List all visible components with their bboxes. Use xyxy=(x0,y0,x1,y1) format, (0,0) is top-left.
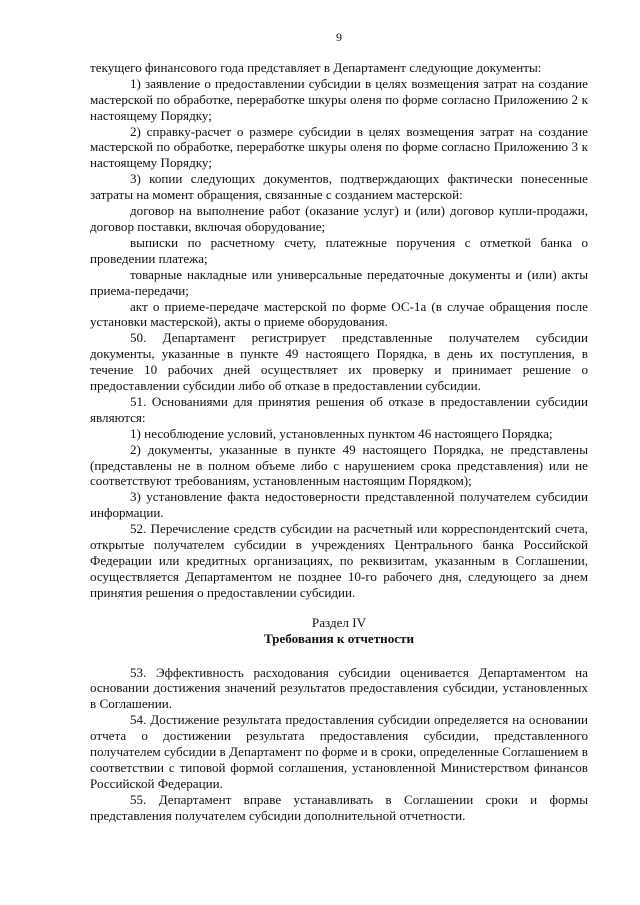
paragraph-intro: текущего финансового года представляет в Департамент следующие документы: xyxy=(90,59,542,75)
sub-item-statements: выписки по расчетному счету, платежные поручения с отметкой банка о проведении платежа; xyxy=(90,234,588,266)
list-item-copies: 3) копии следующих документов, подтверждающих фактически понесенные затраты на момент обращения, связанные с созданием мастерской: xyxy=(90,171,588,203)
paragraph-55: 55. Департамент вправе устанавливать в Соглашении сроки и формы представления получателем субсидии дополнительной отчетности. xyxy=(90,791,588,823)
sub-item-act: акт о приеме-передаче мастерской по форме ОС-1а (в случае обращения после установки мастерской), акты о приеме оборудования. xyxy=(90,298,588,330)
paragraph-52: 52. Перечисление средств субсидии на расчетный или корреспондентский счета, открытые получателем субсидии в учреждениях Центрального банка Российской Федерации или кредитных организациях, по реквизитам, указанным в Соглашении, осуществляется Департаментом не позднее 10-го рабочего дня, следующего за днем принятия решения о предоставлении субсидии. xyxy=(90,521,588,600)
sub-item-invoices: товарные накладные или универсальные передаточные документы и (или) акты приема-передачи; xyxy=(90,266,588,298)
paragraph-54: 54. Достижение результата предоставления субсидии определяется на основании отчета о достижении результата предоставления субсидии, представленного получателем субсидии в Департамент по форме и в сроки, определенные Соглашением в соответствии с типовой формой соглашения, установленной Министерством финансов Российской Федерации. xyxy=(90,712,588,791)
section-title: Требования к отчетности xyxy=(263,630,415,646)
page-number: 9 xyxy=(336,30,342,44)
paragraph-50: 50. Департамент регистрирует представленные получателем субсидии документы, указанные в пункте 49 настоящего Порядка, в день их поступления, в течение 10 рабочих дней осуществляет их проверку и принимает решение о предоставлении субсидии либо об отказе в предоставлении субсидии. xyxy=(90,330,588,394)
paragraph-51: 51. Основаниями для принятия решения об отказе в предоставлении субсидии являются: xyxy=(90,393,588,425)
sub-item-contract: договор на выполнение работ (оказание услуг) и (или) договор купли-продажи, договор поставки, включая оборудование; xyxy=(90,203,588,234)
refusal-item-1: 1) несоблюдение условий, установленных пунктом 46 настоящего Порядка; xyxy=(130,425,553,441)
list-item-application: 1) заявление о предоставлении субсидии в целях возмещения затрат на создание мастерской по обработке, переработке шкуры оленя по форме согласно Приложению 2 к настоящему Порядку; xyxy=(90,75,588,123)
refusal-item-2: 2) документы, указанные в пункте 49 настоящего Порядка, не представлены (представлены не в полном объеме либо с нарушением срока представления) или не соответствуют требованиям, установленным настоящим Порядком); xyxy=(90,441,588,489)
refusal-item-3: 3) установление факта недостоверности представленной получателем субсидии информации. xyxy=(90,489,588,521)
paragraph-53: 53. Эффективность расходования субсидии оценивается Департаментом на основании достижения значений результатов предоставления субсидии, установленных в Соглашении. xyxy=(90,664,588,712)
document-page xyxy=(90,30,588,824)
section-label: Раздел IV xyxy=(311,614,367,630)
list-item-calculation: 2) справку-расчет о размере субсидии в целях возмещения затрат на создание мастерской по обработке, переработке шкуры оленя по форме согласно Приложению 3 к настоящему Порядку; xyxy=(90,123,588,171)
